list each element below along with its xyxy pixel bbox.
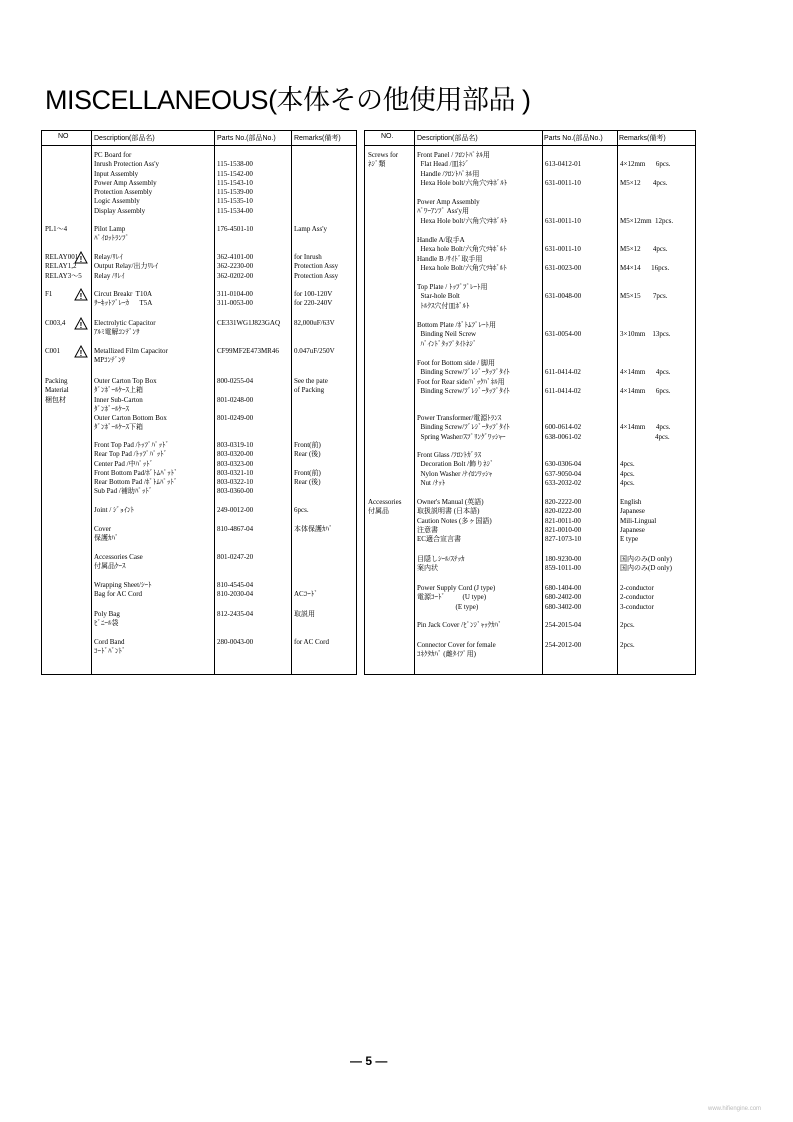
cell-remarks: 4×14mm 4pcs. 4×14mm 6pcs. <box>620 368 671 395</box>
header-no: NO. <box>381 133 394 140</box>
cell-desc: 目隠しｼｰﾙ/ｽﾃｯｶ 案内状 <box>417 555 465 573</box>
cell-desc: Outer Carton Top Box ﾀﾞﾝﾎﾞｰﾙｹｰｽ上箱 Inner Sub-Carton ﾀﾞﾝﾎﾞｰﾙｹｰｽ Outer Carton Bottom Box ﾀﾞﾝﾎﾞｰﾙｹｰｽ下箱 <box>94 377 167 432</box>
header-description: Description(部品名) <box>94 135 155 142</box>
svg-text:!: ! <box>79 292 83 301</box>
header-remarks: Remarks(備考) <box>619 135 666 142</box>
rows-left <box>42 145 356 674</box>
cell-desc: Cover 保護ｶﾊﾞ <box>94 525 119 543</box>
cell-parts: 280-0043-00 <box>217 638 254 646</box>
cell-remarks: 国内のみ(D only) 国内のみ(D only) <box>620 555 672 573</box>
cell-parts: 810-4867-04 <box>217 525 254 533</box>
page-title: MISCELLANEOUS(本体その他使用部品 ) <box>45 85 531 115</box>
cell-desc: Power Amp Assembly ﾊﾟﾜｰｱﾝﾌﾟ Ass'y用 Hexa Hole bolt/六角穴ﾂｷﾎﾞﾙﾄ <box>417 198 508 225</box>
cell-remarks: 取説用 <box>294 610 315 618</box>
cell-desc: Front Glass /ﾌﾛﾝﾄｶﾞﾗｽ Decoration Bolt /飾りﾈｼﾞ Nylon Washer /ﾅｲﾛﾝﾜｯｼｬ Nut /ﾅｯﾄ <box>417 451 494 487</box>
cell-remarks: M5×12mm 12pcs. <box>620 216 674 225</box>
cell-remarks: 4×14mm 4pcs. 4pcs. <box>620 423 671 441</box>
header-remarks: Remarks(備考) <box>294 135 341 142</box>
cell-parts: 631-0054-00 <box>545 330 582 339</box>
header-no: NO <box>58 133 69 140</box>
table-header <box>42 131 356 146</box>
cell-desc: Top Plate / ﾄｯﾌﾟﾌﾟﾚｰﾄ用 Star-hole Bolt ﾄﾙｸｽ穴付皿ﾎﾞﾙﾄ <box>417 283 488 310</box>
cell-no: PL1～4 <box>45 225 68 233</box>
cell-parts: 803-0319-10 803-0320-00 803-0323-00 803-0321-10 803-0322-10 803-0360-00 <box>217 441 254 496</box>
cell-parts: 631-0048-00 <box>545 292 582 301</box>
cell-desc: Electrolytic Capacitor ｱﾙﾐ電解ｺﾝﾃﾞﾝｻ <box>94 319 156 337</box>
cell-desc: Front Panel / ﾌﾛﾝﾄﾊﾟﾈﾙ用 Flat Head /皿ﾈｼﾞ Handle /ﾌﾛﾝﾄﾊﾟﾈﾙ用 Hexa Hole bolt/六角穴ﾂｷﾎﾞﾙﾄ <box>417 151 508 187</box>
svg-text:!: ! <box>79 321 83 330</box>
cell-remarks: Front(前) Rear (後) Front(前) Rear (後) <box>294 441 321 487</box>
warning-triangle-icon <box>74 288 88 301</box>
cell-desc: PC Board for Inrush Protection Ass'y Input Assembly Power Amp Assembly Protection Assembly Logic Assembly Display Assembly <box>94 151 160 215</box>
cell-no: F1 <box>45 290 53 298</box>
cell-remarks: M5×12 4pcs. M4×14 16pcs. <box>620 245 670 272</box>
cell-parts: 613-0412-01 631-0011-10 <box>545 160 582 187</box>
header-parts-no: Parts No.(部品No.) <box>217 135 276 142</box>
cell-desc: Pilot Lamp ﾊﾟｲﾛｯﾄﾗﾝﾌﾟ <box>94 225 129 243</box>
cell-desc: Connector Cover for female ｺﾈｸﾀｶﾊﾞ (雌ﾀｲﾌﾟ用) <box>417 641 496 659</box>
cell-parts: 115-1538-00 115-1542-00 115-1543-10 115-1539-00 115-1535-10 115-1534-00 <box>217 160 253 215</box>
cell-parts: 600-0614-02 638-0061-02 <box>545 423 582 441</box>
cell-no: Screws for ﾈｼﾞ類 <box>368 151 399 169</box>
cell-remarks: 0.047uF/250V <box>294 347 335 355</box>
cell-parts: 680-1404-00 680-2402-00 680-3402-00 <box>545 584 582 611</box>
cell-remarks: 2-conductor 2-conductor 3-conductor <box>620 584 654 611</box>
footer-watermark: www.hifiengine.com <box>708 1106 762 1112</box>
cell-remarks: 82,000uF/63V <box>294 319 335 327</box>
cell-no: RELAY001 RELAY1,2 RELAY3～5 <box>45 253 82 280</box>
rows-right <box>365 145 695 674</box>
cell-parts: 254-2012-00 <box>545 641 582 649</box>
cell-desc: Joint / ｼﾞｮｲﾝﾄ <box>94 506 135 514</box>
cell-desc: Poly Bag ﾋﾞﾆｰﾙ袋 <box>94 610 120 628</box>
parts-table-right <box>364 130 696 675</box>
cell-parts: 180-9230-00 859-1011-00 <box>545 555 582 573</box>
cell-parts: 249-0012-00 <box>217 506 254 514</box>
cell-desc: Accessories Case 付属品ｹｰｽ <box>94 553 143 571</box>
cell-remarks: Lamp Ass'y <box>294 225 327 233</box>
warning-triangle-icon <box>74 345 88 358</box>
cell-parts: 812-2435-04 <box>217 610 254 618</box>
cell-parts: 801-0247-20 <box>217 553 254 561</box>
svg-text:!: ! <box>79 255 83 264</box>
cell-no: Accessories 付属品 <box>368 498 402 516</box>
cell-desc: Handle A/取手A Hexa hole Bolt/六角穴ﾂｷﾎﾞﾙﾄ Handle B /ｻｲﾄﾞ取手用 Hexa hole Bolt/六角穴ﾂｷﾎﾞﾙﾄ <box>417 236 507 272</box>
cell-parts: CE331WG1J823GAQ <box>217 319 280 327</box>
cell-remarks: for AC Cord <box>294 638 329 646</box>
cell-parts: 611-0414-02 611-0414-02 <box>545 368 581 395</box>
cell-remarks: 本体保護ｶﾊﾞ <box>294 525 333 533</box>
warning-triangle-icon <box>74 317 88 330</box>
cell-no: Packing Material 梱包材 <box>45 377 69 404</box>
cell-remarks: for Inrush Protection Assy Protection Assy <box>294 253 339 280</box>
cell-remarks: See the pate of Packing <box>294 377 328 395</box>
cell-parts: 810-4545-04 810-2030-04 <box>217 581 254 599</box>
cell-remarks: for 100-120V for 220-240V <box>294 290 333 308</box>
cell-parts: 800-0255-04 801-0248-00 801-0249-00 <box>217 377 254 423</box>
cell-desc: Pin Jack Cover /ﾋﾟﾝｼﾞｬｯｸｶﾊﾞ <box>417 621 502 629</box>
cell-parts: CF99MF2E473MR46 <box>217 347 279 355</box>
cell-remarks: M5×15 7pcs. <box>620 292 668 301</box>
cell-remarks: 6pcs. <box>294 506 309 514</box>
cell-remarks: 4×12mm 6pcs. M5×12 4pcs. <box>620 160 671 187</box>
cell-remarks: 2pcs. <box>620 621 635 629</box>
cell-parts: 311-0104-00 311-0053-00 <box>217 290 253 308</box>
cell-desc: Foot for Bottom side / 脚用 Binding Screw/ﾌﾞﾚｼﾞｰﾀｯﾌﾟﾀｲﾄ Foot for Rear side/ﾊﾞｯｸﾊﾞﾈﾙ用 Binding Screw/ﾌﾞﾚｼﾞｰﾀｯﾌﾟﾀｲﾄ <box>417 359 510 395</box>
cell-remarks: English Japanese Mili-Lingual Japanese E type <box>620 498 657 544</box>
cell-parts: 254-2015-04 <box>545 621 582 629</box>
cell-remarks: 4pcs. 4pcs. 4pcs. <box>620 460 635 487</box>
header-parts-no: Parts No.(部品No.) <box>544 135 603 142</box>
cell-desc: Relay/ﾘﾚｲ Output Relay/出力ﾘﾚｲ Relay /ﾘﾚｲ <box>94 253 158 280</box>
parts-table-left <box>41 130 357 675</box>
cell-desc: Metallized Film Capacitor MPｺﾝﾃﾞﾝｻ <box>94 347 168 365</box>
cell-parts: 820-2222-00 820-0222-00 821-0011-00 821-0010-00 827-1073-10 <box>545 498 582 544</box>
cell-remarks: 2pcs. <box>620 641 635 649</box>
cell-parts: 362-4101-00 362-2230-00 362-0202-00 <box>217 253 254 280</box>
cell-desc: Power Supply Cord (J type) 電源ｺｰﾄﾞ (U type) (E type) <box>417 584 496 611</box>
cell-desc: Owner's Manual (英語) 取扱説明書 (日本語) Caution Notes (多ヶ国語) 注意書 EC適合宣言書 <box>417 498 492 544</box>
header-description: Description(部品名) <box>417 135 478 142</box>
cell-remarks: 3×10mm 13pcs. <box>620 330 671 339</box>
cell-no: C001 <box>45 347 61 355</box>
cell-desc: Circut Breakr T10A ｻｰｷｯﾄﾌﾞﾚｰｶ T5A <box>94 290 153 308</box>
cell-remarks: ACｺｰﾄﾞ <box>294 590 318 599</box>
warning-triangle-icon <box>74 251 88 264</box>
cell-parts: 631-0011-10 631-0023-00 <box>545 245 582 272</box>
cell-parts: 176-4501-10 <box>217 225 254 233</box>
cell-desc: Cord Band ｺｰﾄﾞﾊﾞﾝﾄﾞ <box>94 638 126 656</box>
cell-parts: 631-0011-10 <box>545 216 581 225</box>
svg-text:!: ! <box>79 349 83 358</box>
cell-desc: Front Top Pad /ﾄｯﾌﾟﾊﾟｯﾄﾞ Rear Top Pad /ﾄｯﾌﾟﾊﾟｯﾄﾞ Center Pad /中ﾊﾟｯﾄﾞ Front Bottom Pad/ﾎﾞﾄﾑﾊﾟｯﾄﾞ Rear Bottom Pad /ﾎﾞﾄﾑﾊﾟｯﾄﾞ Sub Pad /補助ﾊﾟｯﾄﾞ <box>94 441 178 496</box>
page-number: — 5 — <box>350 1054 388 1068</box>
cell-desc: Bottom Plate /ﾎﾞﾄﾑﾌﾟﾚｰﾄ用 Binding Neil Screw ﾊﾞｲﾝﾄﾞﾀｯﾌﾟﾀｲﾄﾈｼﾞ <box>417 321 496 348</box>
cell-no: C003,4 <box>45 319 66 327</box>
cell-parts: 630-0306-04 637-9050-04 633-2032-02 <box>545 460 582 487</box>
cell-desc: Wrapping Sheet/ｼｰﾄ Bag for AC Cord <box>94 581 152 599</box>
cell-desc: Power Transformer/電源ﾄﾗﾝｽ Binding Screw/ﾌﾞﾚｼﾞｰﾀｯﾌﾟﾀｲﾄ Spring Washer/ｽﾌﾟﾘﾝｸﾞﾜｯｼｬｰ <box>417 414 510 441</box>
